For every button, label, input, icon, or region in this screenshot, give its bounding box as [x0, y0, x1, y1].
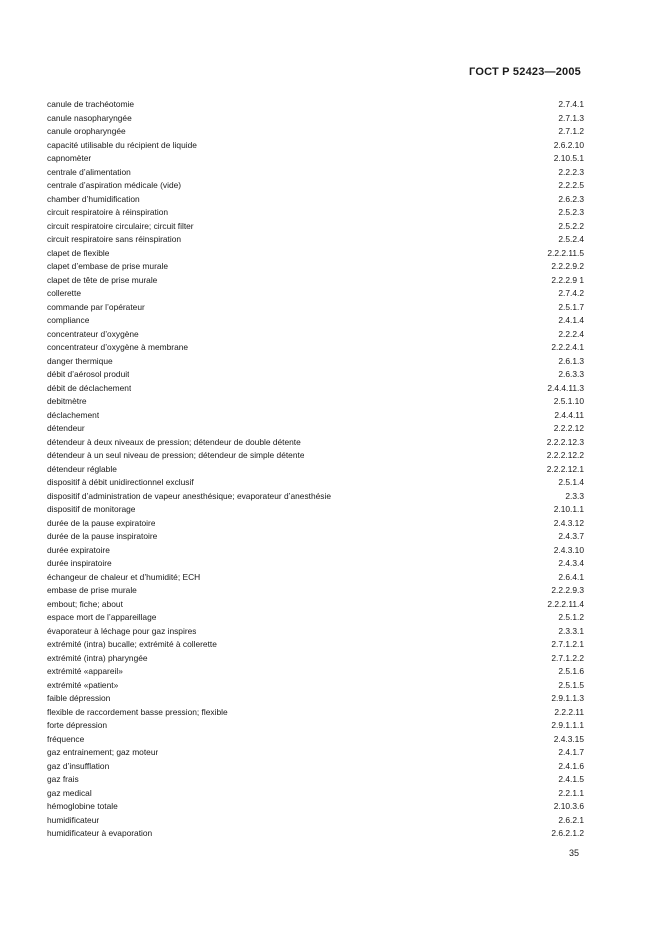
index-term: espace mort de l’appareillage — [47, 612, 157, 622]
index-section-ref: 2.2.2.4.1 — [551, 342, 584, 352]
index-section-ref: 2.5.1.4 — [558, 477, 584, 487]
index-section-ref: 2.3.3.1 — [558, 625, 584, 636]
index-section-ref: 2.2.2.11.4 — [547, 598, 584, 609]
index-entry — [47, 220, 584, 234]
index-entry — [47, 328, 584, 342]
index-section-ref: 2.5.1.2 — [558, 612, 584, 622]
index-entry — [47, 530, 584, 544]
index-section-ref: 2.2.2.3 — [558, 166, 584, 177]
index-entry — [47, 193, 584, 207]
index-entry — [47, 463, 584, 477]
index-entry — [47, 422, 584, 436]
index-term: compliance — [47, 315, 90, 325]
index-entry — [47, 584, 584, 598]
index-term: circuit respiratoire circulaire; circuit filter — [47, 220, 194, 231]
index-term: faible dépression — [47, 693, 111, 703]
index-section-ref: 2.5.1.10 — [553, 396, 584, 406]
index-entry — [47, 98, 584, 112]
index-section-ref: 2.4.1.7 — [558, 747, 584, 757]
index-entry — [47, 274, 584, 288]
index-section-ref: 2.5.2.3 — [558, 207, 584, 217]
index-term: embout; fiche; about — [47, 598, 123, 609]
index-section-ref: 2.4.1.4 — [558, 315, 584, 325]
index-term: gaz frais — [47, 774, 79, 784]
index-entry — [47, 152, 584, 166]
index-section-ref: 2.7.1.2.1 — [551, 639, 584, 649]
index-section-ref: 2.2.2.5 — [558, 180, 584, 190]
index-section-ref: 2.5.1.5 — [558, 679, 584, 690]
index-term: humidificateur à evaporation — [47, 828, 153, 838]
index-entry — [47, 598, 584, 612]
index-entry — [47, 301, 584, 315]
page-number: 35 — [568, 848, 579, 858]
index-section-ref: 2.2.2.12.3 — [546, 436, 584, 447]
index-entry — [47, 571, 584, 585]
index-term: circuit respiratoire à réinspiration — [47, 207, 169, 217]
index-entry — [47, 746, 584, 760]
index-term: extrémité (intra) pharyngée — [47, 652, 148, 663]
index-term: flexible de raccordement basse pression; flexible — [47, 706, 228, 717]
index-term: évaporateur à léchage pour gaz inspires — [47, 625, 197, 636]
index-section-ref: 2.2.2.11.5 — [547, 247, 584, 258]
index-entry — [47, 652, 584, 666]
index-entry — [47, 260, 584, 274]
index-term: détendeur à deux niveaux de pression; détendeur de double détente — [47, 436, 301, 447]
index-entry — [47, 611, 584, 625]
index-entry — [47, 800, 584, 814]
index-section-ref: 2.7.1.2 — [558, 126, 584, 136]
index-term: capacité utilisable du récipient de liquide — [47, 139, 197, 150]
index-term: clapet de tête de prise murale — [47, 274, 158, 285]
index-term: gaz entrainement; gaz moteur — [47, 747, 159, 757]
index-term: canule oropharyngée — [47, 126, 126, 136]
index-section-ref: 2.2.2.11 — [554, 706, 584, 717]
index-term: canule de trachéotomie — [47, 99, 135, 109]
index-term: centrale d’alimentation — [47, 166, 131, 177]
index-term: centrale d’aspiration médicale (vide) — [47, 180, 182, 190]
index-section-ref: 2.4.3.4 — [558, 558, 584, 568]
index-term: forte dépression — [47, 720, 108, 730]
index-entry — [47, 787, 584, 801]
index-term: embase de prise murale — [47, 585, 137, 595]
index-term: durée de la pause expiratoire — [47, 517, 156, 528]
index-term: durée inspiratoire — [47, 558, 112, 568]
index-entry — [47, 814, 584, 828]
index-section-ref: 2.2.2.12.1 — [546, 463, 584, 474]
index-section-ref: 2.4.3.7 — [558, 531, 584, 541]
index-term: extrémité (intra) bucalle; extrémité à collerette — [47, 639, 217, 649]
index-entry — [47, 125, 584, 139]
index-entry — [47, 544, 584, 558]
index-term: extrémité «patient» — [47, 679, 119, 690]
index-entry — [47, 773, 584, 787]
index-entry — [47, 733, 584, 747]
index-entry — [47, 827, 584, 841]
index-entry — [47, 355, 584, 369]
index-term: débit de déclachement — [47, 382, 132, 393]
index-term: chamber d’humidification — [47, 193, 140, 204]
index-section-ref: 2.4.3.15 — [553, 733, 584, 744]
index-section-ref: 2.4.1.6 — [558, 760, 584, 771]
index-section-ref: 2.3.3 — [565, 490, 584, 501]
index-entry — [47, 706, 584, 720]
index-entry — [47, 287, 584, 301]
index-term: échangeur de chaleur et d’humidité; ECH — [47, 571, 201, 582]
index-term: clapet de flexible — [47, 247, 110, 258]
index-term: collerette — [47, 288, 81, 298]
index-section-ref: 2.6.2.1 — [558, 814, 584, 825]
index-entry — [47, 665, 584, 679]
index-section-ref: 2.2.2.12.2 — [546, 450, 584, 460]
index-section-ref: 2.7.4.2 — [558, 288, 584, 298]
index-entry — [47, 503, 584, 517]
index-entry — [47, 638, 584, 652]
index-section-ref: 2.6.1.3 — [558, 355, 584, 366]
index-term: durée expiratoire — [47, 544, 110, 555]
index-entry — [47, 395, 584, 409]
index-section-ref: 2.6.2.3 — [558, 193, 584, 204]
index-section-ref: 2.4.4.11 — [554, 409, 584, 420]
index-term: détendeur à un seul niveau de pression; détendeur de simple détente — [47, 450, 305, 460]
index-entry — [47, 557, 584, 571]
index-section-ref: 2.5.1.6 — [558, 666, 584, 676]
index-section-ref: 2.6.3.3 — [558, 369, 584, 379]
index-entry — [47, 476, 584, 490]
index-term: danger thermique — [47, 355, 113, 366]
index-term: concentrateur d’oxygène à membrane — [47, 342, 189, 352]
index-term: détendeur réglable — [47, 463, 117, 474]
index-section-ref: 2.2.2.12 — [553, 423, 584, 433]
index-entry — [47, 760, 584, 774]
index-section-ref: 2.5.2.4 — [558, 234, 584, 244]
index-term: canule nasopharyngée — [47, 112, 132, 123]
index-section-ref: 2.6.4.1 — [558, 571, 584, 582]
index-term: dispositif à débit unidirectionnel exclusif — [47, 477, 194, 487]
index-section-ref: 2.2.2.4 — [558, 328, 584, 339]
index-entry — [47, 112, 584, 126]
index-term: capnomèter — [47, 153, 92, 163]
index-section-ref: 2.10.1.1 — [553, 504, 584, 514]
index-term: concentrateur d’oxygène — [47, 328, 139, 339]
index-entry — [47, 166, 584, 180]
index-entry — [47, 233, 584, 247]
index-entry — [47, 368, 584, 382]
index-section-ref: 2.4.3.12 — [553, 517, 584, 528]
index-entry — [47, 719, 584, 733]
index-section-ref: 2.5.2.2 — [558, 220, 584, 231]
index-term: fréquence — [47, 733, 85, 744]
index-entry — [47, 409, 584, 423]
index-entry — [47, 679, 584, 693]
index-section-ref: 2.9.1.1.1 — [551, 720, 584, 730]
index-section-ref: 2.2.2.9 1 — [551, 274, 584, 285]
index-section-ref: 2.7.1.3 — [558, 112, 584, 123]
index-term: déclachement — [47, 409, 100, 420]
index-section-ref: 2.4.4.11.3 — [547, 382, 584, 393]
index-entry — [47, 692, 584, 706]
index-term: durée de la pause inspiratoire — [47, 531, 158, 541]
index-entry — [47, 179, 584, 193]
index-section-ref: 2.10.3.6 — [553, 801, 584, 811]
index-term: hémoglobine totale — [47, 801, 118, 811]
index-entry — [47, 206, 584, 220]
index-term: gaz d’insufflation — [47, 760, 110, 771]
index-section-ref: 2.6.2.1.2 — [551, 828, 584, 838]
index-entry — [47, 449, 584, 463]
index-section-ref: 2.10.5.1 — [553, 153, 584, 163]
index-entry — [47, 382, 584, 396]
index-term: détendeur — [47, 423, 85, 433]
index-entry — [47, 490, 584, 504]
index-entry — [47, 436, 584, 450]
index-term: gaz medical — [47, 787, 92, 798]
index-term: circuit respiratoire sans réinspiration — [47, 234, 182, 244]
index-section-ref: 2.2.2.9.2 — [551, 261, 584, 271]
index-entry — [47, 625, 584, 639]
index-term: commande par l’opérateur — [47, 301, 145, 312]
index-section-ref: 2.4.1.5 — [558, 774, 584, 784]
index-section-ref: 2.5.1.7 — [558, 301, 584, 312]
index-entry — [47, 341, 584, 355]
index-term: débit d’aérosol produit — [47, 369, 130, 379]
index-term: debitmètre — [47, 396, 87, 406]
index-section-ref: 2.2.1.1 — [558, 787, 584, 798]
index-section-ref: 2.7.1.2.2 — [551, 652, 584, 663]
index-term: dispositif d’administration de vapeur anesthésique; evaporateur d’anesthésie — [47, 490, 331, 501]
index-term: clapet d’embase de prise murale — [47, 261, 169, 271]
index-entry — [47, 517, 584, 531]
standard-header: ГОСТ Р 52423—2005 — [469, 66, 581, 78]
index-section-ref: 2.7.4.1 — [558, 99, 584, 109]
index-entry — [47, 314, 584, 328]
index-term: extrémité «appareil» — [47, 666, 123, 676]
index-term: humidificateur — [47, 814, 100, 825]
index-entry — [47, 139, 584, 153]
index-section-ref: 2.6.2.10 — [553, 139, 584, 150]
index-section-ref: 2.2.2.9.3 — [551, 585, 584, 595]
index-entry — [47, 247, 584, 261]
index-section-ref: 2.4.3.10 — [553, 544, 584, 555]
index-term: dispositif de monitorage — [47, 504, 136, 514]
index-list — [47, 98, 584, 841]
index-section-ref: 2.9.1.1.3 — [551, 693, 584, 703]
